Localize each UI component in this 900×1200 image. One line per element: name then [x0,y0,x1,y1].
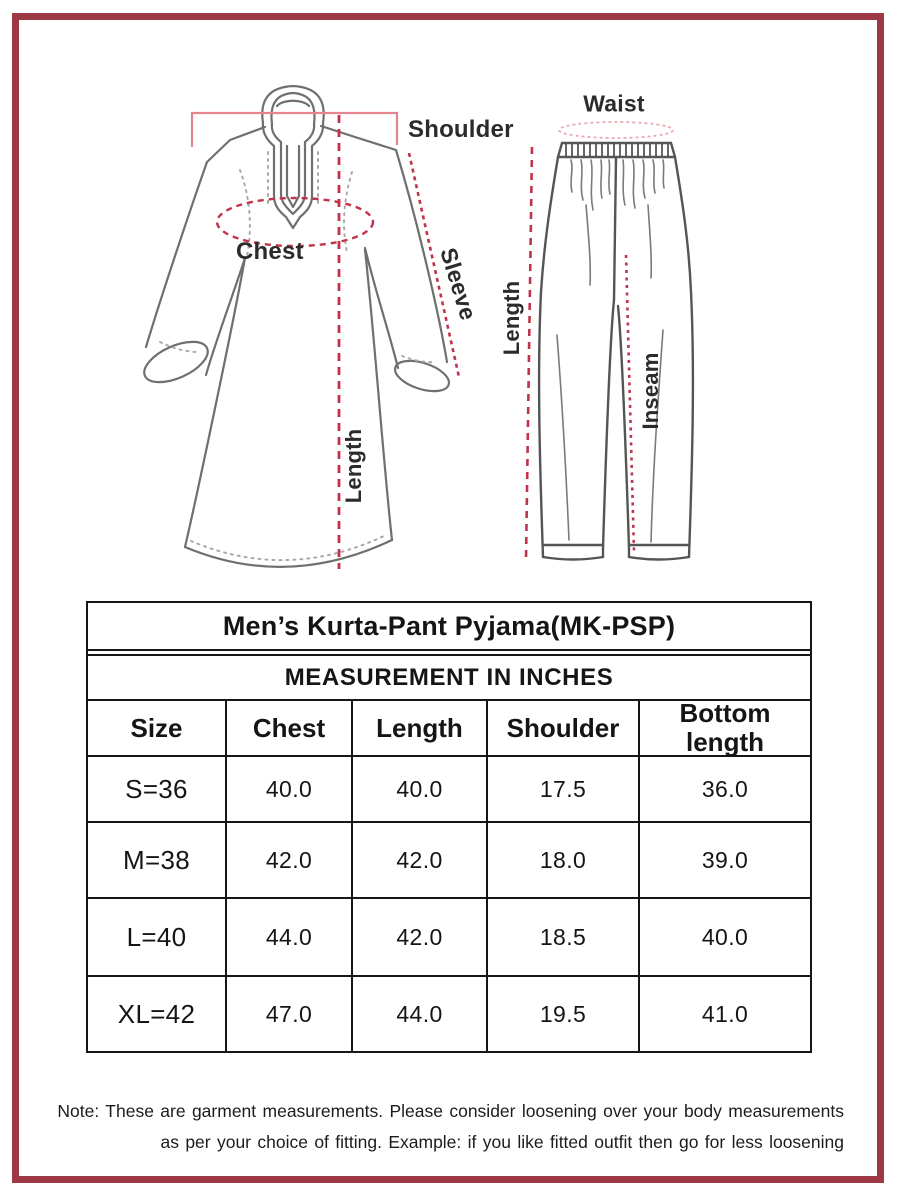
measurement-note [57,1096,844,1158]
data-cell: 42.0 [353,823,488,899]
data-cell: 47.0 [227,977,353,1051]
kurta-length-label: Length [341,428,366,504]
pant-line-drawing [539,143,693,560]
pant-outer-right [675,157,693,557]
header-cell-size: Size [88,701,227,757]
data-cell: 18.5 [488,899,640,977]
shoulder-measure-bracket [192,113,397,147]
data-cell: 42.0 [353,899,488,977]
data-cell: 41.0 [701,1000,749,1027]
data-cell: M=38 [88,823,227,899]
data-cell: 40.0 [227,757,353,823]
data-cell: S=36 [88,757,227,823]
pant-cuffs [543,545,689,560]
pant-inner-right-leg [618,306,629,557]
pant-outer-left [539,157,558,557]
kurta-collar-top-arc [277,101,309,106]
pant-inner-left-leg [603,300,614,557]
pant-length-measure-line [526,147,532,560]
data-cell: XL=42 [88,977,227,1051]
data-cell: L=40 [88,899,227,977]
note-line-2: as per your choice of fitting. Example: if you like fitted outfit then go for less loosening [160,1132,844,1152]
pant-waistband [558,143,675,157]
header-cell-shoulder: Shoulder [488,701,640,757]
header-cell-bottom-length [640,698,810,757]
pant-waistband-elastic [566,144,668,157]
waist-measure-ellipse [559,122,673,138]
size-chart-table [86,601,812,1053]
kurta-right-shoulder [321,126,396,150]
table-subtitle: MEASUREMENT IN INCHES [88,654,810,701]
header-cell-bottom-length-text: Bottom length [679,698,771,757]
data-cell: 36.0 [640,757,810,823]
header-cell-chest: Chest [227,701,353,757]
kurta-left-sleeve-outer [146,162,207,347]
kurta-line-drawing [138,86,452,567]
kurta-left-cuff [138,334,213,391]
note-line-1: Note: These are garment measurements. Please consider loosening over your body measurements [57,1101,844,1121]
shoulder-label: Shoulder [408,116,514,143]
header-cell-length: Length [353,701,488,757]
kurta-collar-inner [271,93,314,214]
data-cell: 44.0 [353,977,488,1051]
data-cell: 42.0 [227,823,353,899]
data-cell: 39.0 [640,823,810,899]
pant-length-label: Length [499,280,524,356]
table-grid [88,698,810,1051]
data-cell: 17.5 [488,757,640,823]
sleeve-label: Sleeve [435,244,482,324]
pant-center-seam [614,158,616,300]
kurta-left-shoulder [207,127,265,162]
chest-label: Chest [236,238,304,265]
data-cell: 40.0 [353,757,488,823]
kurta-body-left [185,258,245,547]
data-cell: 44.0 [227,899,353,977]
data-cell: 18.0 [488,823,640,899]
kurta-hem [185,540,392,567]
data-cell: 40.0 [640,899,810,977]
data-cell: 19.5 [488,977,640,1051]
kurta-body-right [365,250,392,540]
inseam-label: Inseam [638,352,663,430]
waist-label: Waist [583,90,645,117]
table-title: Men’s Kurta-Pant Pyjama(MK-PSP) [88,603,810,651]
